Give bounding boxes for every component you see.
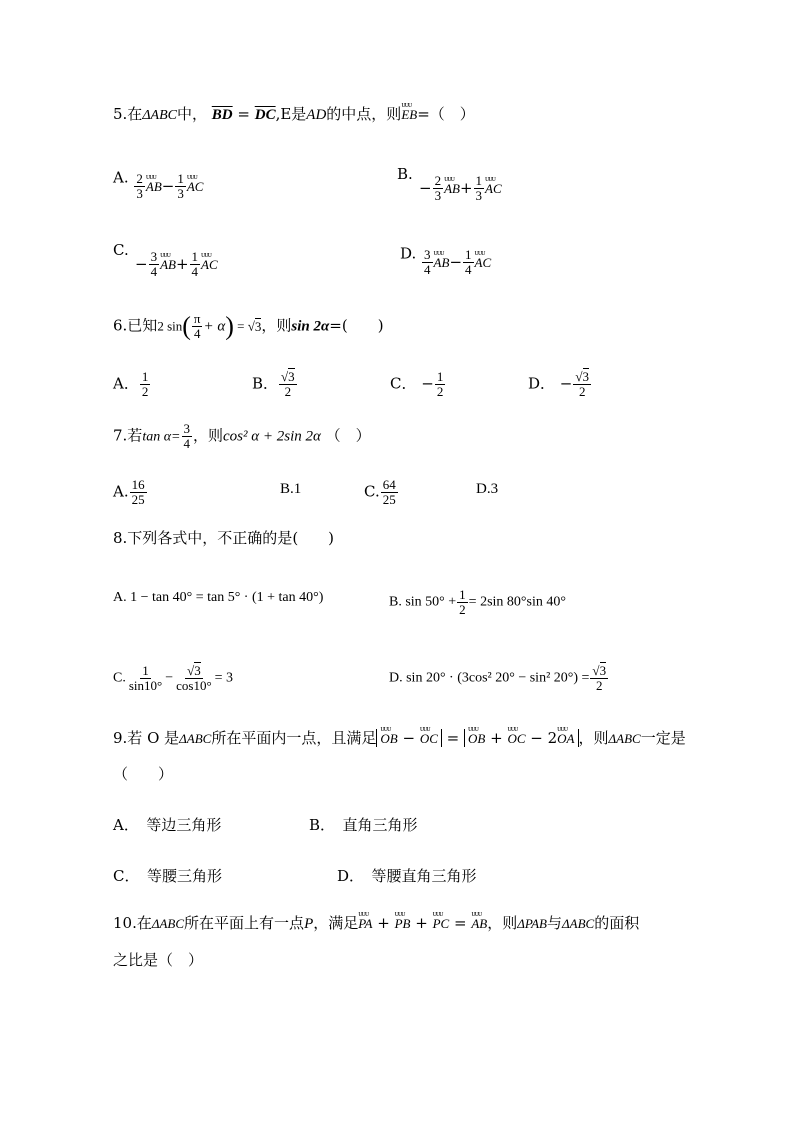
q8-c-post: = 3 bbox=[214, 670, 234, 686]
option-d-text: D.3 bbox=[476, 481, 499, 497]
q5-option-d: D. $\frac{3}{4}$ ᴜᴜᴜ AB− $\frac{1}{4}$ ᴜᴜᴜ AC bbox=[400, 240, 491, 269]
option-label: C. bbox=[113, 241, 129, 259]
q9-option-c bbox=[113, 866, 222, 886]
q5-cond: ,E是 bbox=[275, 105, 307, 123]
question-7: 7.若tan α= $\frac{3}{4}$ ，则cos² α + 2sin 2α （ ） bbox=[113, 421, 371, 451]
q8-option-b: B. sin 50° + $\frac{1}{2}$ = 2sin 80°sin 40° bbox=[389, 587, 566, 617]
q5-tail: =（ ） bbox=[417, 105, 475, 123]
q6-mid: ，则 bbox=[261, 316, 292, 335]
q6-tail: =( ) bbox=[329, 316, 384, 335]
q8-b-post: = 2sin 80°sin 40° bbox=[468, 594, 566, 610]
q10-tail: ，则 bbox=[487, 914, 518, 932]
segment-ad: AD bbox=[306, 107, 327, 123]
q5-option-a: A. $\frac{2}{3}$ ᴜᴜᴜ AB− $\frac{1}{3}$ ᴜᴜᴜ AC bbox=[113, 164, 203, 193]
q6-option-d: D． − $\frac{√3}{2}$ bbox=[528, 369, 590, 399]
q8-text: 8.下列各式中，不正确的是( ) bbox=[113, 529, 335, 547]
q8-option-a bbox=[113, 588, 323, 608]
q6-option-b: B． $\frac{√3}{2}$ bbox=[252, 369, 295, 399]
q5-cond2: 的中点，则 bbox=[326, 105, 402, 123]
q6-prefix: 6.已知 bbox=[113, 316, 158, 335]
q9-mid: 所在平面内一点，且满足 bbox=[211, 729, 377, 747]
q9-option-a bbox=[113, 815, 221, 835]
q7-mid: ，则 bbox=[193, 426, 224, 445]
q5-eq: = bbox=[232, 105, 255, 123]
q9-paren bbox=[113, 764, 173, 784]
q9-option-d bbox=[337, 866, 477, 886]
triangle-pab: ΔPAB bbox=[517, 916, 547, 931]
q9-tail2: 一定是 bbox=[640, 729, 686, 747]
triangle-abc: ΔABC bbox=[142, 108, 177, 123]
option-label: B. bbox=[397, 165, 413, 183]
question-10-line2 bbox=[113, 950, 203, 970]
q5-option-c: C. − $\frac{3}{4}$ ᴜᴜᴜ AB+ $\frac{1}{4}$ ᴜᴜᴜ AC bbox=[113, 240, 196, 289]
question-5 bbox=[113, 104, 475, 126]
q8-option-d: D. sin 20° · (3cos² 20° − sin² 20°) = $\frac{√3}{2}$ bbox=[389, 663, 607, 693]
option-b-text: B.1 bbox=[280, 481, 302, 497]
q6-option-c: C． − $\frac{1}{2}$ bbox=[390, 369, 444, 399]
q10-line2: 之比是（ ） bbox=[113, 951, 204, 969]
q5-option-b: B. − $\frac{2}{3}$ ᴜᴜᴜ AB+ $\frac{1}{3}$ ᴜᴜᴜ AC bbox=[397, 164, 480, 213]
option-label: D. bbox=[400, 244, 417, 263]
q8-d-pre: D. sin 20° · (3cos² 20° − sin² 20°) = bbox=[389, 670, 590, 686]
q7-option-d bbox=[476, 478, 498, 499]
triangle-abc: ΔABC bbox=[179, 731, 212, 746]
vector-eb: ᴜᴜᴜ EB bbox=[401, 105, 417, 125]
question-8 bbox=[113, 528, 334, 548]
q7-option-c: C. $\frac{64}{25}$ bbox=[364, 477, 396, 507]
q10-prefix: 10.在 bbox=[113, 914, 152, 932]
option-label: B． bbox=[252, 374, 279, 393]
q5-prefix: 5.在 bbox=[113, 105, 143, 123]
q9-d-text: D． 等腰直角三角形 bbox=[337, 867, 477, 885]
q9-b-text: B． 直角三角形 bbox=[309, 816, 418, 834]
q9-c-text: C． 等腰三角形 bbox=[113, 867, 222, 885]
q7-option-b bbox=[280, 478, 301, 499]
q8-a-text: A. 1 − tan 40° = tan 5° · (1 + tan 40°) bbox=[113, 590, 324, 605]
q9-a-text: A． 等边三角形 bbox=[113, 816, 222, 834]
answer-paren: （ ） bbox=[113, 765, 174, 783]
q9-prefix: 9.若 O 是 bbox=[113, 729, 180, 747]
q10-mid: 所在平面上有一点 bbox=[184, 914, 305, 932]
q10-cond: ，满足 bbox=[313, 914, 359, 932]
option-label: A. bbox=[113, 482, 129, 501]
q8-option-c: C. $\frac{1}{\sin 10^\circ}$ − $\frac{√3}{\cos 10^\circ}$ = 3 bbox=[113, 663, 234, 693]
tan-alpha: tan α= bbox=[142, 429, 181, 445]
question-6: 6.已知2 sin( $\frac{\pi}{4}$ + α) = √3，则sin 2α=( ) bbox=[113, 311, 384, 341]
option-label: A． bbox=[113, 374, 139, 393]
q8-c-pre: C. bbox=[113, 670, 126, 686]
q10-tail2: 的面积 bbox=[594, 914, 640, 932]
option-label: C. bbox=[364, 482, 380, 501]
q9-tail: ，则 bbox=[578, 729, 609, 747]
q9-option-b bbox=[309, 815, 418, 835]
q6-options: A． $\frac{1}{2}$ bbox=[113, 369, 149, 399]
option-label: D． bbox=[528, 374, 556, 393]
sin-2alpha: sin 2α bbox=[291, 318, 330, 335]
point-p: P bbox=[304, 916, 314, 932]
q7-option-a: A. $\frac{16}{25}$ bbox=[113, 477, 145, 507]
option-label: A. bbox=[113, 168, 129, 187]
q10-with: 与 bbox=[547, 914, 563, 932]
q7-prefix: 7.若 bbox=[113, 426, 143, 445]
q5-mid: 中， bbox=[176, 105, 207, 123]
question-9: 9.若 O 是ΔABC所在平面内一点，且满足 ᴜᴜᴜ OB − ᴜᴜᴜ OC = ᴜᴜᴜ OB + ᴜᴜᴜ OC − 2ᴜᴜᴜ OA ，则ΔABC一定是 bbox=[113, 728, 686, 749]
q8-b-pre: B. sin 50° + bbox=[389, 594, 457, 610]
triangle-abc: ΔABC bbox=[151, 916, 185, 931]
question-10: 10.在ΔABC所在平面上有一点P，满足ᴜᴜᴜ PA + ᴜᴜᴜ PB + ᴜᴜᴜ PC = ᴜᴜᴜ AB，则ΔPAB与ΔABC的面积 bbox=[113, 913, 639, 934]
option-label: C． bbox=[390, 374, 417, 393]
q7-expression: cos² α + 2sin 2α bbox=[223, 428, 321, 445]
vector-dc: $\overline{DC}$ bbox=[254, 107, 276, 123]
vector-bd: $\overline{BD}$ bbox=[211, 107, 233, 123]
q7-tail: （ ） bbox=[325, 426, 371, 445]
